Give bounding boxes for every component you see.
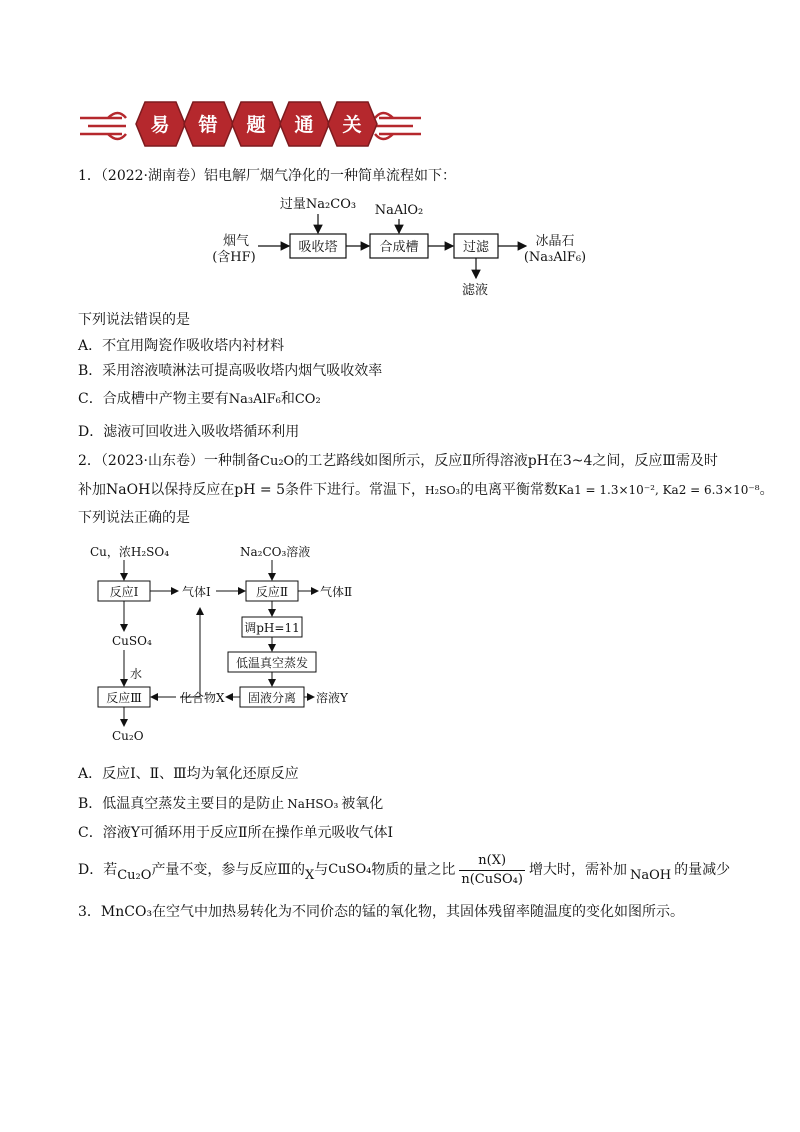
q2-stem-text: 。	[759, 482, 774, 498]
q1-prompt: 下列说法错误的是	[78, 312, 190, 328]
q1-option-a: A．不宜用陶瓷作吸收塔内衬材料	[78, 338, 285, 354]
flow2-solution-y: 溶液Y	[316, 691, 348, 705]
fraction-denominator: n(CuSO₄)	[461, 871, 523, 887]
q2-option-c: C．溶液Y可循环用于反应Ⅱ所在操作单元吸收气体Ⅰ	[78, 825, 393, 841]
flow1-output-formula: (Na₃AlF₆)	[523, 250, 587, 265]
q2-option-b-formula: NaHSO₃	[287, 797, 339, 811]
q1-option-c-formula1: Na₃AlF₆	[228, 392, 281, 407]
q2-option-a: A．反应Ⅰ、Ⅱ、Ⅲ均为氧化还原反应	[78, 766, 299, 782]
q3-stem: 3．MnCO₃在空气中加热易转化为不同价态的锰的氧化物，其固体残留率随温度的变化如图所示。	[78, 904, 685, 920]
banner-char: 错	[198, 114, 218, 136]
q2-option-b-text: B．低温真空蒸发主要目的是防止	[78, 796, 285, 812]
flow2-box-r3-label: 反应Ⅲ	[106, 691, 142, 705]
q2-option-d-text: 产量不变，参与反应Ⅲ的	[151, 862, 305, 878]
flow1-input: 烟气	[222, 234, 250, 249]
flow1-filtrate: 滤液	[461, 283, 489, 298]
flow2-cu2o: Cu₂O	[112, 729, 144, 743]
q2-option-d-x: X	[304, 868, 315, 883]
q1-option-c-and: 和	[280, 391, 295, 407]
q2-option-d	[78, 848, 730, 892]
q1-option-c	[78, 389, 321, 410]
q2-option-d-formula: NaOH	[629, 868, 672, 883]
q2-option-d-text: 增大时，需补加	[528, 862, 627, 878]
q2-stem-text: 补加NaOH以保持反应在pH = 5条件下进行。常温下，	[78, 482, 425, 498]
flow1-reagent2: NaAlO₂	[374, 203, 424, 218]
flow2-water: 水	[130, 667, 143, 681]
q1-option-c-text: C．合成槽中产物主要有	[78, 391, 229, 407]
q1-flowchart	[200, 192, 600, 302]
flow2-box-ph-label: 调pH=11	[244, 621, 300, 635]
banner-char: 通	[294, 114, 314, 136]
q1-option-c-formula2: CO₂	[294, 392, 321, 407]
q2-option-d-formula: CuSO₄	[328, 862, 372, 877]
banner-char: 关	[342, 114, 362, 136]
q2-stem-text: 的电离平衡常数	[459, 482, 558, 498]
q2-option-d-text: D．若	[78, 862, 118, 878]
q2-prompt: 下列说法正确的是	[78, 510, 190, 526]
banner-char: 题	[246, 114, 266, 136]
q2-option-d-text: 的量减少	[674, 862, 731, 878]
flow2-box-sep-label: 固液分离	[247, 691, 297, 705]
q2-stem-line2	[78, 480, 774, 501]
q2-option-d-fraction	[459, 852, 525, 889]
flow1-input-note: (含HF)	[212, 250, 256, 265]
flow2-start2: Na₂CO₃溶液	[240, 545, 311, 559]
q2-flowchart	[80, 538, 390, 748]
q2-option-d-formula: Cu₂O	[117, 868, 152, 883]
flow1-box-absorber-label: 吸收塔	[298, 240, 338, 255]
q2-stem-k-values: Ka1 = 1.3×10⁻², Ka2 = 6.3×10⁻⁸	[557, 483, 760, 497]
flow2-gas2: 气体Ⅱ	[320, 585, 353, 599]
q2-option-b-text: 被氧化	[341, 796, 384, 812]
q2-stem-formula: H₂SO₃	[425, 484, 460, 497]
flow2-gas1: 气体Ⅰ	[182, 585, 211, 599]
q2-stem-formula: Cu₂O	[260, 454, 295, 469]
section-banner	[78, 96, 423, 152]
q1-stem: 1．（2022·湖南卷）铝电解厂烟气净化的一种简单流程如下：	[78, 168, 456, 184]
flow1-reagent1: 过量Na₂CO₃	[279, 197, 357, 212]
q2-option-b	[78, 794, 383, 814]
flow2-box-r2-label: 反应Ⅱ	[255, 585, 289, 599]
q2-stem-line1	[78, 451, 718, 472]
flow2-start1: Cu，浓H₂SO₄	[90, 545, 170, 559]
flow1-output: 冰晶石	[535, 234, 575, 249]
flow2-box-r1-label: 反应Ⅰ	[109, 585, 139, 599]
flow2-box-evap-label: 低温真空蒸发	[235, 656, 309, 670]
fraction-numerator: n(X)	[459, 852, 525, 871]
banner-char: 易	[150, 114, 170, 136]
q2-option-d-text: 物质的量之比	[371, 862, 456, 878]
q1-option-b: B．采用溶液喷淋法可提高吸收塔内烟气吸收效率	[78, 363, 383, 379]
q2-stem-text: 的工艺路线如图所示，反应Ⅱ所得溶液pH在3~4之间，反应Ⅲ需及时	[294, 453, 718, 469]
left-ornament	[80, 113, 126, 139]
flow2-arrow	[180, 608, 200, 697]
flow1-box-filter-label: 过滤	[462, 240, 490, 255]
q1-option-d: D．滤液可回收进入吸收塔循环利用	[78, 424, 300, 440]
q2-option-d-text: 与	[314, 862, 329, 878]
flow1-box-synthesis-label: 合成槽	[379, 240, 419, 255]
flow2-cuso4: CuSO₄	[112, 634, 152, 648]
flow2-compound-x: 化合物X	[180, 691, 225, 705]
q2-stem-text: 2．（2023·山东卷）一种制备	[78, 453, 260, 469]
right-ornament	[375, 113, 421, 139]
